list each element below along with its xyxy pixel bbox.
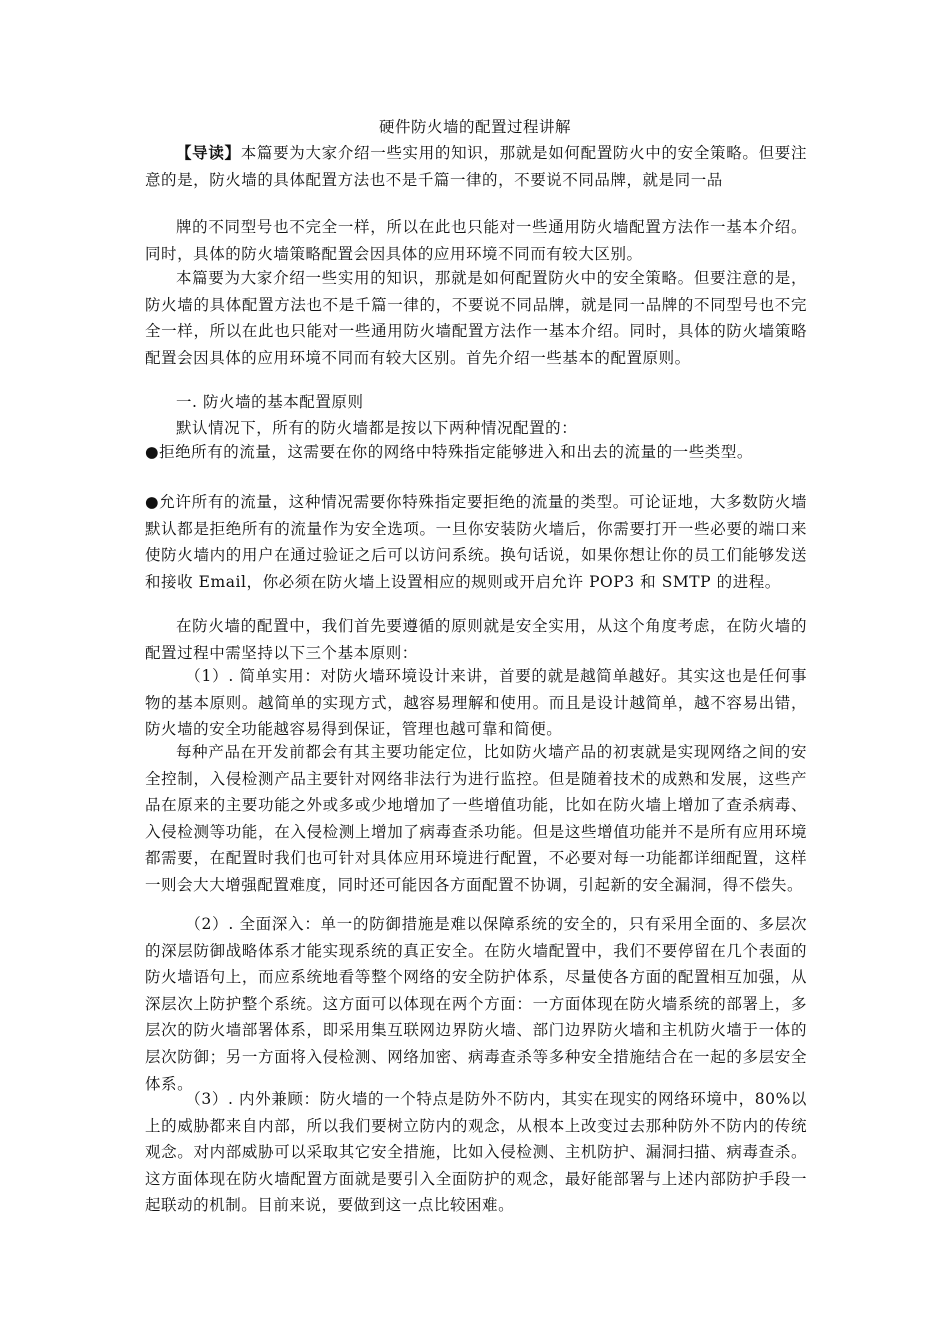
intro-text: 本篇要为大家介绍一些实用的知识，那就是如何配置防火中的安全策略。但要注意的是，防火墙的具体配置方法也不是千篇一律的，不要说不同品牌，就是同一品 (145, 144, 807, 189)
principle-simple-paragraph: （1）. 简单实用：对防火墙环境设计来讲，首要的就是越简单越好。其实这也是任何事物的基本原则。越简单的实现方式，越容易理解和使用。而且是设计越简单，越不容易出错，防火墙的安全功能越容易得到保证，管理也越可靠和简便。 (145, 667, 807, 739)
bullet-allow-all: ●允许所有的流量，这种情况需要你特殊指定要拒绝的流量的类型。可论证地，大多数防火墙默认都是拒绝所有的流量作为安全选项。一旦你安装防火墙后，你需要打开一些必要的端口来使防火墙内的用户在通过验证之后可以访问系统。换句话说，如果你想让你的员工们能够发送和接收 Email，你必须在防火墙上设置相应的规则或开启允许 POP3 和 SMTP 的进程。 (145, 493, 807, 591)
intro-continuation: 牌的不同型号也不完全一样，所以在此也只能对一些通用防火墙配置方法作一基本介绍。同时，具体的防火墙策略配置会因具体的应用环境不同而有较大区别。 (145, 218, 807, 263)
section-heading: 一. 防火墙的基本配置原则 (176, 393, 364, 411)
intro-paragraph (145, 140, 807, 193)
document-title: 硬件防火墙的配置过程讲解 (378, 118, 571, 136)
principle-depth-paragraph: （2）. 全面深入：单一的防御措施是难以保障系统的安全的，只有采用全面的、多层次的深层防御战略体系才能实现系统的真正安全。在防火墙配置中，我们不要停留在几个表面的防火墙语句上，而应系统地看等整个网络的安全防护体系，尽量使各方面的配置相互加强，从深层次上防护整个系统。这方面可以体现在两个方面：一方面体现在防火墙系统的部署上，多层次的防火墙部署体系，即采用集互联网边界防火墙、部门边界防火墙和主机防火墙于一体的层次防御；另一方面将入侵检测、网络加密、病毒查杀等多种安全措施结合在一起的多层安全体系。 (145, 915, 807, 1093)
principle-inside-paragraph: （3）. 内外兼顾：防火墙的一个特点是防外不防内，其实在现实的网络环境中，80%以上的威胁都来自内部，所以我们要树立防内的观念，从根本上改变过去那种防外不防内的传统观念。对内部威胁可以采取其它安全措施，比如入侵检测、主机防护、漏洞扫描、病毒查杀。这方面体现在防火墙配置方面就是要引入全面防护的观念，最好能部署与上述内部防护手段一起联动的机制。目前来说，要做到这一点比较困难。 (145, 1090, 807, 1215)
principles-paragraph: 在防火墙的配置中，我们首先要遵循的原则就是安全实用，从这个角度考虑，在防火墙的配置过程中需坚持以下三个基本原则： (145, 617, 807, 662)
bullet-deny-all: ●拒绝所有的流量，这需要在你的网络中特殊指定能够进入和出去的流量的一些类型。 (145, 443, 753, 461)
overview-paragraph: 本篇要为大家介绍一些实用的知识，那就是如何配置防火中的安全策略。但要注意的是，防火墙的具体配置方法也不是千篇一律的，不要说不同品牌，就是同一品牌的不同型号也不完全一样，所以在此也只能对一些通用防火墙配置方法作一基本介绍。同时，具体的防火墙策略配置会因具体的应用环境不同而有较大区别。首先介绍一些基本的配置原则。 (145, 269, 807, 367)
products-paragraph: 每种产品在开发前都会有其主要功能定位，比如防火墙产品的初衷就是实现网络之间的安全控制，入侵检测产品主要针对网络非法行为进行监控。但是随着技术的成熟和发展，这些产品在原来的主要功能之外或多或少地增加了一些增值功能，比如在防火墙上增加了查杀病毒、入侵检测等功能，在入侵检测上增加了病毒查杀功能。但是这些增值功能并不是所有应用环境都需要，在配置时我们也可针对具体应用环境进行配置，不必要对每一功能都详细配置，这样一则会大大增强配置难度，同时还可能因各方面配置不协调，引起新的安全漏洞，得不偿失。 (145, 743, 807, 894)
default-config-paragraph: 默认情况下，所有的防火墙都是按以下两种情况配置的： (176, 419, 578, 437)
intro-tag: 【导读】 (176, 143, 241, 162)
